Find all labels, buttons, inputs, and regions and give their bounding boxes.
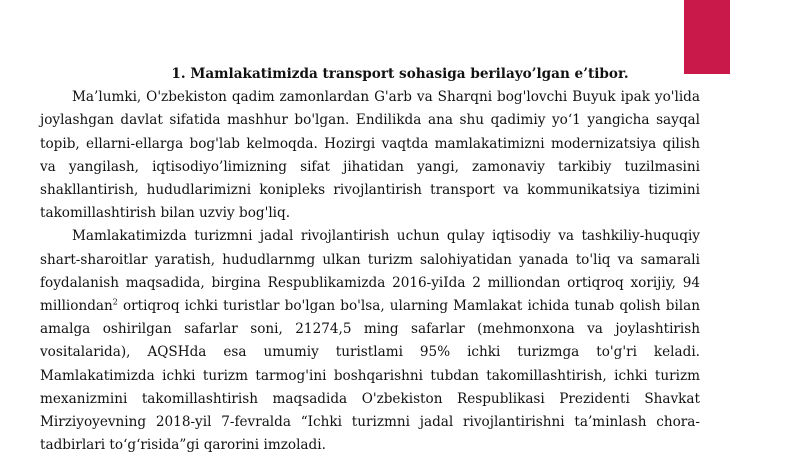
- document-body: [40, 63, 700, 457]
- paragraph-2-text-after: ortiqroq ichki turistlar bo'lgan bo'lsa, ularning Mamlakat ichida tunab qolish bilan amalga oshirilgan safarlar soni, 21274,5 ming safarlar (mehmonxona va joylashtirish vositalarida), AQSHda esa umumiy turistlami 95% ichki turizmga to'g'ri keladi. Mamlakatimizda ichki turizm tarmog'ini boshqarishni tubdan takomillashtirish, ichki turizm mexanizmini takomillashtirish maqsadida O'zbekiston Respublikasi Prezidenti Shavkat Mirziyoyevning 2018-yil 7-fevralda “Ichki turizmni jadal rivojlantirishni ta’minlash chora- tadbirlari to‘g‘risida”gi qarorini imzoladi.: [40, 298, 700, 454]
- paragraph-2-text-before: Mamlakatimizda turizmni jadal rivojlantirish uchun qulay iqtisodiy va tashkiliy-huquqiy shart-sharoitlar yaratish, hududlarnmg ulkan turizm salohiyatidan yanada to'liq va samarali foydalanish maqsadida, birgina Respublikamizda 2016-yiIda 2 milliondan ortiqroq xorijiy, 94 milliondan: [40, 228, 700, 315]
- section-heading: 1. Mamlakatimizda transport sohasiga berilayo’lgan e’tibor.: [171, 66, 629, 82]
- paragraph-2: [40, 225, 700, 457]
- paragraph-1: Ma’lumki, O'zbekiston qadim zamonlardan G'arb va Sharqni bog'lovchi Buyuk ipak yo'lida joylashgan davlat sifatida mashhur bo'lgan. Endilikda ana shu qadimiy yo‘1 yangicha sayqal topib, ellarni-ellarga bog'lab kelmoqda. Hozirgi vaqtda mamlakatimizni modernizatsiya qilish va yangilash, iqtisodiyo’limizning sifat jihatidan yangi, zamonaviy tarkibiy tuzilmasini shakllantirish, hududlarimizni konipleks rivojlantirish transport va kommunikatsiya tizimini takomillashtirish bilan uzviy bog'liq.: [40, 89, 700, 222]
- footnote-marker: 2: [112, 297, 118, 307]
